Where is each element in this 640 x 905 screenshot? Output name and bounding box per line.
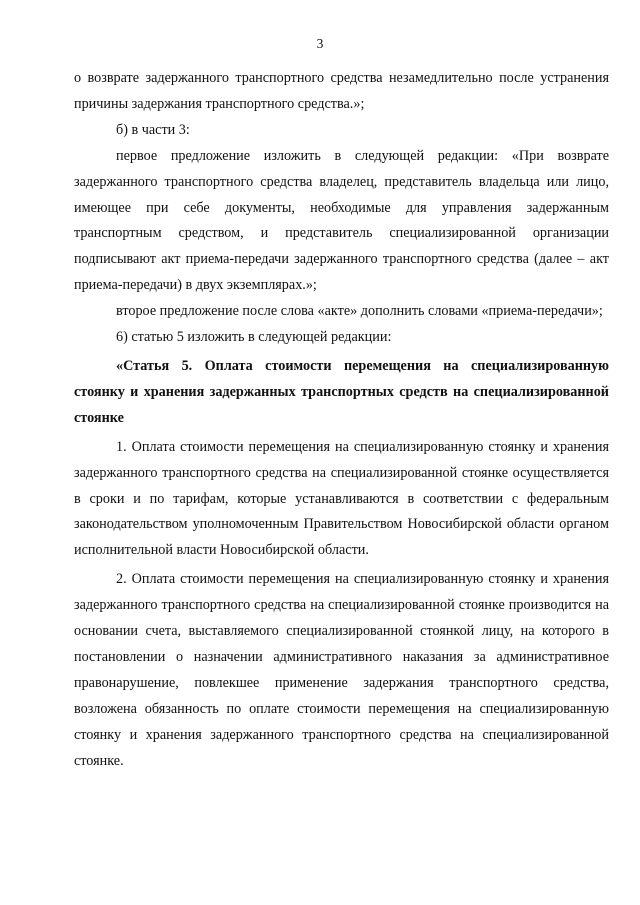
article-5-clause-2: 2. Оплата стоимости перемещения на специализированную стоянку и хранения задержанного транспортного средства на специализированной стоянке производится на основании счета, выставляемого специализированной стоянкой лицу, на которого в постановлении о назначении административного наказания за административное правонарушение, повлекшее применение задержания транспортного средства, возложена обязанность по оплате стоимости перемещения на специализированную стоянку и хранения задержанного транспортного средства на специализированной стоянке.: [74, 571, 609, 769]
paragraph-second-sentence: второе предложение после слова «акте» дополнить словами «приема-передачи»;: [116, 303, 603, 320]
paragraph-continuation: о возврате задержанного транспортного средства незамедлительно после устранения причины задержания транспортного средства.»;: [74, 70, 609, 112]
page-number: 3: [316, 36, 324, 51]
paragraph-part-3: б) в части 3:: [116, 121, 190, 138]
paragraph-article-5-intro: 6) статью 5 изложить в следующей редакции:: [116, 329, 392, 346]
article-5-heading: «Статья 5. Оплата стоимости перемещения на специализированную стоянку и хранения задержанных транспортных средств на специализированной стоянке: [74, 357, 609, 426]
paragraph-first-sentence: первое предложение изложить в следующей редакции: «При возврате задержанного транспортного средства владелец, представитель владельца или лицо, имеющее при себе документы, необходимые для управления задержанным транспортным средством, и представитель специализированной организации подписывают акт приема-передачи задержанного транспортного средства (далее – акт приема-передачи) в двух экземплярах.»;: [74, 147, 609, 294]
document-body: [74, 66, 609, 774]
article-5-clause-1: 1. Оплата стоимости перемещения на специализированную стоянку и хранения задержанного транспортного средства на специализированной стоянке осуществляется в сроки и по тарифам, которые устанавливаются в соответствии с федеральным законодательством уполномоченным Правительством Новосибирской области органом исполнительной власти Новосибирской области.: [74, 438, 609, 559]
